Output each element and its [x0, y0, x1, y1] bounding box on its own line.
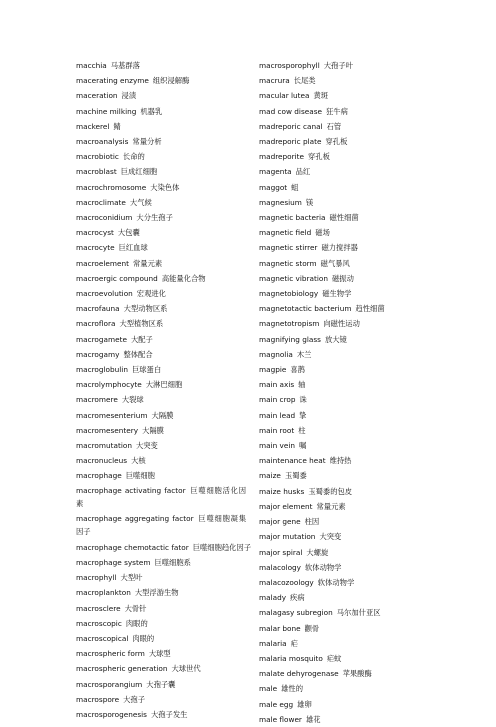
entry-term: main vein: [259, 441, 296, 451]
entry-term: macrocyte: [76, 243, 115, 253]
entry-term: magnetobiology: [259, 289, 319, 299]
entry-translation: 大突变: [319, 532, 342, 542]
entry-term: magnetotropism: [259, 319, 320, 329]
entry-term: macchia: [76, 61, 107, 70]
glossary-entry: [259, 605, 429, 620]
entry-translation: 磁生物学: [322, 289, 352, 299]
entry-translation: 柱因: [304, 517, 320, 527]
entry-translation: 大淋巴细胞: [145, 380, 183, 390]
glossary-entry: [259, 575, 429, 590]
entry-translation: 浸渍: [121, 91, 137, 101]
entry-term: major mutation: [259, 532, 316, 542]
entry-term: magnetic storm: [259, 258, 317, 268]
glossary-entry: [259, 316, 429, 331]
entry-translation: 穿孔板: [325, 137, 348, 147]
glossary-entry: [76, 707, 246, 722]
glossary-entry: [259, 332, 429, 347]
entry-term: major element: [259, 501, 313, 511]
entry-term: malacozoology: [259, 577, 314, 587]
entry-translation: 马尔加什亚区: [336, 608, 381, 618]
entry-translation: 镁: [305, 197, 314, 207]
glossary-entry: [259, 104, 429, 119]
entry-term: macroscopical: [76, 633, 129, 643]
glossary-entry: [76, 392, 246, 407]
glossary-entry: [76, 408, 246, 423]
entry-term: main crop: [259, 395, 296, 405]
entry-term: macroplankton: [76, 588, 131, 598]
entry-translation: 大裂球: [121, 395, 144, 405]
glossary-entry: [76, 301, 246, 316]
glossary-column-left: [76, 58, 252, 722]
entry-translation: 雄性的: [281, 684, 303, 694]
entry-translation: 大孢子叶: [323, 61, 353, 70]
glossary-entry: [76, 570, 246, 585]
entry-term: macrosporogenesis: [76, 709, 147, 719]
entry-translation: 放大镜: [324, 334, 347, 344]
entry-translation: 大包囊: [117, 228, 140, 238]
glossary-entry: [259, 164, 429, 179]
glossary-entry: [259, 529, 429, 544]
entry-translation: 巨噬细胞: [125, 471, 155, 481]
glossary-column-right: [259, 58, 429, 727]
glossary-entry: [76, 646, 246, 661]
entry-term: macerating enzyme: [76, 76, 149, 86]
entry-term: machine milking: [76, 106, 137, 116]
entry-translation: 大分生孢子: [136, 213, 173, 223]
glossary-entry: [76, 453, 246, 468]
entry-translation: 疟蚊: [326, 653, 342, 663]
glossary-entry: [259, 225, 429, 240]
entry-term: madreporite: [259, 152, 305, 162]
glossary-entry: [259, 499, 429, 514]
glossary-entry: [76, 377, 246, 392]
glossary-entry: [76, 88, 246, 103]
entry-translation: 大型浮游生物: [134, 588, 179, 598]
entry-term: main root: [259, 425, 295, 435]
glossary-entry: [259, 119, 429, 134]
glossary-entry: [76, 512, 246, 538]
glossary-entry: [76, 164, 246, 179]
glossary-entry: [259, 195, 429, 210]
entry-translation: 品红: [295, 167, 311, 177]
glossary-entry: [76, 661, 246, 676]
entry-translation: 巨噬细胞活化因素: [76, 485, 246, 508]
entry-term: maintenance heat: [259, 456, 326, 466]
entry-translation: 巨噬细胞趋化因子: [192, 542, 252, 552]
entry-term: macrospore: [76, 694, 120, 704]
entry-term: macronucleus: [76, 456, 128, 466]
entry-translation: 整体配合: [123, 349, 153, 359]
entry-translation: 疾病: [290, 593, 305, 603]
entry-term: madreporic canal: [259, 121, 323, 131]
entry-term: macrolymphocyte: [76, 380, 142, 390]
entry-term: macroglobulin: [76, 365, 128, 375]
glossary-entry: [76, 149, 246, 164]
entry-translation: 宏观进化: [136, 289, 166, 299]
glossary-entry: [259, 453, 429, 468]
glossary-entry: [259, 468, 429, 483]
entry-term: magpie: [259, 365, 287, 375]
glossary-entry: [76, 555, 246, 570]
entry-term: male flower: [259, 714, 302, 724]
entry-translation: 狂牛病: [326, 106, 348, 116]
glossary-entry: [259, 73, 429, 88]
glossary-entry: [259, 180, 429, 195]
entry-translation: 巨红血球: [118, 243, 148, 253]
glossary-entry: [76, 271, 246, 286]
glossary-entry: [259, 484, 429, 499]
entry-term: macrogamy: [76, 349, 120, 359]
entry-translation: 肉眼的: [132, 633, 155, 643]
glossary-entry: [259, 697, 429, 712]
entry-translation: 大核: [131, 456, 146, 466]
entry-translation: 向磁性运动: [323, 319, 360, 329]
entry-translation: 大螺旋: [306, 547, 329, 557]
entry-term: magnetic bacteria: [259, 213, 326, 223]
entry-translation: 嘱: [299, 441, 307, 451]
entry-translation: 雄卵: [297, 699, 312, 709]
glossary-entry: [259, 392, 429, 407]
entry-term: macroclimate: [76, 197, 126, 207]
entry-translation: 大孢子发生: [150, 709, 188, 719]
entry-translation: 大突变: [135, 441, 158, 451]
glossary-entry: [259, 666, 429, 681]
glossary-entry: [76, 73, 246, 88]
entry-term: mad cow disease: [259, 106, 323, 116]
entry-term: male egg: [259, 699, 294, 709]
entry-translation: 磁场: [315, 228, 330, 238]
entry-term: macrophage: [76, 471, 122, 481]
entry-term: macrophyll: [76, 573, 117, 583]
glossary-entry: [76, 631, 246, 646]
entry-term: macrophage system: [76, 557, 151, 567]
entry-translation: 大染色体: [150, 182, 180, 192]
entry-translation: 苹果酸酶: [342, 669, 372, 679]
entry-term: macrosclere: [76, 603, 121, 613]
entry-translation: 磁力搅拌器: [321, 243, 358, 253]
entry-term: macroergic compound: [76, 273, 158, 283]
entry-translation: 巨噬细胞系: [154, 557, 191, 567]
glossary-entry: [76, 332, 246, 347]
glossary-entry: [259, 590, 429, 605]
entry-term: macrocyst: [76, 228, 114, 238]
entry-translation: 大型植物区系: [119, 319, 164, 329]
glossary-entry: [76, 362, 246, 377]
entry-translation: 喜鹊: [290, 365, 305, 375]
entry-term: maize: [259, 471, 281, 481]
entry-translation: 大孢子囊: [146, 679, 176, 689]
entry-translation: 大型动物区系: [123, 304, 168, 314]
entry-translation: 木兰: [296, 349, 312, 359]
entry-term: main lead: [259, 410, 296, 420]
entry-translation: 长命的: [122, 152, 145, 162]
glossary-entry: [259, 210, 429, 225]
glossary-entry: [76, 58, 246, 73]
entry-term: macromesentery: [76, 425, 139, 435]
glossary-entry: [76, 104, 246, 119]
entry-translation: 大骨针: [124, 603, 147, 613]
glossary-entry: [259, 134, 429, 149]
entry-translation: 趋性细菌: [355, 304, 385, 314]
entry-term: macrospheric form: [76, 649, 145, 659]
glossary-entry: [259, 621, 429, 636]
entry-term: macrura: [259, 76, 290, 86]
entry-term: magnifying glass: [259, 334, 321, 344]
entry-term: malady: [259, 593, 287, 603]
glossary-entry: [76, 484, 246, 510]
glossary-entry: [76, 601, 246, 616]
glossary-entry: [259, 423, 429, 438]
entry-term: macroconidium: [76, 213, 133, 223]
entry-term: major spiral: [259, 547, 303, 557]
entry-term: macrophage activating factor: [76, 485, 186, 495]
glossary-entry: [259, 149, 429, 164]
glossary-entry: [259, 240, 429, 255]
entry-translation: 大隔膜: [142, 425, 164, 435]
glossary-entry: [259, 347, 429, 362]
entry-term: macular lutea: [259, 91, 310, 101]
glossary-entry: [259, 560, 429, 575]
entry-translation: 玉蜀黍: [284, 471, 307, 481]
glossary-entry: [259, 514, 429, 529]
glossary-entry: [259, 362, 429, 377]
entry-translation: 巨噬细胞凝集因子: [76, 513, 246, 536]
entry-translation: 大隔膜: [151, 410, 174, 420]
glossary-entry: [259, 286, 429, 301]
entry-translation: 大型叶: [120, 573, 143, 583]
entry-translation: 软体动物学: [305, 562, 342, 572]
entry-translation: 肉眼的: [125, 618, 148, 628]
glossary-entry: [76, 423, 246, 438]
entry-term: malaria: [259, 638, 287, 648]
entry-translation: 鲭: [113, 121, 121, 131]
glossary-entry: [76, 347, 246, 362]
entry-term: maceration: [76, 91, 118, 101]
glossary-entry: [76, 540, 252, 555]
entry-term: macrosporangium: [76, 679, 143, 689]
entry-term: macrofauna: [76, 304, 120, 314]
entry-translation: 颧骨: [304, 623, 320, 633]
entry-term: macroanalysis: [76, 137, 129, 147]
entry-term: main axis: [259, 380, 295, 390]
entry-translation: 诛: [299, 395, 307, 405]
glossary-entry: [259, 545, 429, 560]
entry-term: maggot: [259, 182, 288, 192]
entry-term: magnetic stirrer: [259, 243, 318, 253]
entry-translation: 挚: [299, 410, 307, 420]
entry-translation: 大气候: [129, 197, 152, 207]
entry-translation: 蛆: [291, 182, 299, 192]
entry-term: mackerel: [76, 121, 110, 131]
entry-term: malaria mosquito: [259, 653, 323, 663]
entry-term: macroflora: [76, 319, 116, 329]
glossary-entry: [259, 438, 429, 453]
entry-translation: 常量分析: [132, 137, 162, 147]
entry-term: magnetic field: [259, 228, 312, 238]
glossary-entry: [76, 438, 246, 453]
entry-term: maize husks: [259, 486, 305, 496]
glossary-entry: [259, 681, 429, 696]
glossary-entry: [259, 636, 429, 651]
entry-translation: 巨球蛋白: [131, 365, 162, 375]
entry-translation: 磁振动: [331, 273, 354, 283]
entry-translation: 磁性细菌: [329, 213, 359, 223]
entry-term: magnetotactic bacterium: [259, 304, 352, 314]
glossary-entry: [76, 468, 246, 483]
entry-term: malacology: [259, 562, 301, 572]
glossary-entry: [76, 210, 246, 225]
entry-term: magnesium: [259, 197, 302, 207]
entry-term: magnolia: [259, 349, 293, 359]
entry-translation: 常量元素: [316, 501, 346, 511]
entry-term: magenta: [259, 167, 292, 177]
glossary-entry: [76, 316, 246, 331]
entry-term: magnetic vibration: [259, 273, 328, 283]
entry-term: macromesenterium: [76, 410, 148, 420]
entry-translation: 组织浸解酶: [152, 76, 190, 86]
glossary-entry: [76, 616, 246, 631]
glossary-entry: [76, 195, 246, 210]
entry-term: macroscopic: [76, 618, 122, 628]
entry-term: macromere: [76, 395, 118, 405]
glossary-entry: [76, 286, 246, 301]
entry-term: macroblast: [76, 167, 117, 177]
entry-term: major gene: [259, 517, 301, 527]
entry-translation: 常量元素: [132, 258, 163, 268]
entry-translation: 大配子: [130, 334, 153, 344]
entry-term: macrophage aggregating factor: [76, 513, 194, 523]
glossary-entry: [76, 256, 246, 271]
entry-translation: 穿孔板: [308, 152, 330, 162]
entry-translation: 软体动物学: [317, 577, 355, 587]
glossary-entry: [76, 585, 246, 600]
entry-translation: 磁气暴风: [320, 258, 350, 268]
glossary-entry: [259, 712, 429, 727]
entry-translation: 大孢子: [123, 694, 146, 704]
entry-translation: 高能量化合物: [161, 273, 206, 283]
entry-translation: 机器乳: [140, 106, 163, 116]
glossary-entry: [76, 134, 246, 149]
entry-translation: 长尾类: [293, 76, 316, 86]
glossary-entry: [76, 180, 246, 195]
glossary-entry: [76, 677, 246, 692]
entry-term: macrospheric generation: [76, 664, 168, 674]
glossary-entry: [259, 408, 429, 423]
glossary-entry: [259, 58, 429, 73]
entry-translation: 马基群落: [110, 61, 140, 70]
entry-term: malate dehyrogenase: [259, 669, 339, 679]
entry-translation: 巨成红细胞: [120, 167, 158, 177]
entry-translation: 大球世代: [171, 664, 201, 674]
glossary-entry: [259, 377, 429, 392]
glossary-entry: [76, 240, 246, 255]
entry-term: macroelement: [76, 258, 129, 268]
entry-translation: 石管: [326, 121, 342, 131]
entry-translation: 玉蜀黍的包皮: [308, 486, 353, 496]
glossary-entry: [259, 651, 429, 666]
entry-translation: 黄斑: [313, 91, 329, 101]
entry-term: macrophage chemotactic fator: [76, 542, 189, 552]
glossary-entry: [76, 225, 246, 240]
entry-term: male: [259, 684, 278, 694]
entry-translation: 柱: [298, 425, 306, 435]
entry-translation: 疟: [290, 638, 298, 648]
glossary-entry: [259, 256, 429, 271]
glossary-entry: [259, 88, 429, 103]
entry-term: macrosporophyll: [259, 61, 320, 70]
glossary-entry: [259, 301, 429, 316]
glossary-entry: [76, 692, 246, 707]
entry-translation: 雄花: [305, 714, 321, 724]
glossary-entry: [76, 119, 246, 134]
entry-term: madreporic plate: [259, 137, 322, 147]
entry-term: macrogamete: [76, 334, 127, 344]
entry-translation: 轴: [298, 380, 306, 390]
entry-term: macromutation: [76, 441, 132, 451]
entry-translation: 维持热: [329, 456, 352, 466]
entry-term: macrobiotic: [76, 152, 119, 162]
entry-term: macroevolution: [76, 289, 133, 299]
entry-term: malagasy subregion: [259, 608, 333, 618]
entry-term: macrochromosome: [76, 182, 147, 192]
entry-translation: 大球型: [148, 649, 171, 659]
entry-term: malar bone: [259, 623, 301, 633]
glossary-entry: [259, 271, 429, 286]
